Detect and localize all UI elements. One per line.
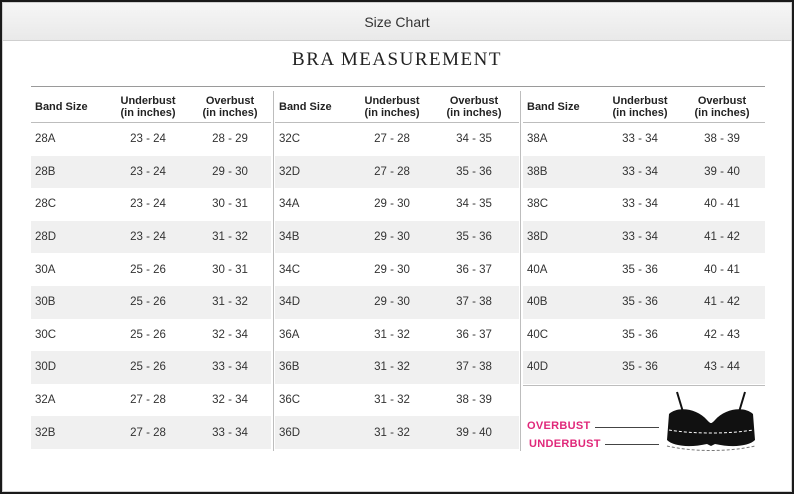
- overbust-header-line1: Overbust: [697, 94, 747, 107]
- table-row: [275, 416, 519, 449]
- underbust-cell: 35 - 36: [622, 361, 658, 374]
- overbust-cell: 35 - 36: [456, 165, 492, 178]
- band-size-cell: 34C: [279, 263, 301, 276]
- table-row: [275, 221, 519, 254]
- table-row: [523, 253, 765, 286]
- band-size-cell: 36C: [279, 394, 301, 407]
- overbust-label: OVERBUST: [527, 420, 591, 432]
- underbust-cell: 25 - 26: [130, 361, 166, 374]
- band-size-cell: 28C: [35, 198, 57, 211]
- overbust-cell: 43 - 44: [704, 361, 740, 374]
- overbust-header: [189, 95, 271, 119]
- overbust-cell: 37 - 38: [456, 361, 492, 374]
- window-title: Size Chart: [364, 13, 430, 30]
- table-row: [523, 319, 765, 352]
- overbust-leader-line: [595, 427, 659, 428]
- table-row: [523, 156, 765, 189]
- size-chart-window: [2, 2, 792, 492]
- band-size-cell: 40B: [527, 296, 548, 309]
- underbust-cell: 35 - 36: [622, 263, 658, 276]
- underbust-cell: 25 - 26: [130, 296, 166, 309]
- size-table-3: [523, 91, 765, 384]
- underbust-cell: 29 - 30: [374, 263, 410, 276]
- underbust-cell: 27 - 28: [374, 133, 410, 146]
- overbust-cell: 31 - 32: [212, 231, 248, 244]
- table-row: [275, 384, 519, 417]
- table-row: [31, 416, 271, 449]
- column-divider: [273, 91, 274, 451]
- underbust-cell: 33 - 34: [622, 165, 658, 178]
- table-row: [31, 156, 271, 189]
- underbust-header-line1: Underbust: [364, 94, 420, 107]
- band-size-cell: 32C: [279, 133, 301, 146]
- overbust-cell: 41 - 42: [704, 296, 740, 309]
- band-size-cell: 32D: [279, 165, 301, 178]
- underbust-cell: 23 - 24: [130, 165, 166, 178]
- table-header: [523, 91, 765, 123]
- underbust-cell: 27 - 28: [374, 165, 410, 178]
- underbust-cell: 29 - 30: [374, 296, 410, 309]
- table-row: [523, 123, 765, 156]
- chart-heading: BRA MEASUREMENT: [292, 49, 502, 70]
- band-size-cell: 28D: [35, 231, 57, 244]
- overbust-cell: 30 - 31: [212, 198, 248, 211]
- overbust-header-line2: (in inches): [694, 106, 750, 119]
- underbust-header-line2: (in inches): [364, 106, 420, 119]
- table-row: [275, 253, 519, 286]
- underbust-cell: 35 - 36: [622, 328, 658, 341]
- table-row: [31, 123, 271, 156]
- table-row: [31, 384, 271, 417]
- table-row: [31, 286, 271, 319]
- overbust-cell: 40 - 41: [704, 263, 740, 276]
- heading-divider: [31, 86, 765, 87]
- underbust-header-line2: (in inches): [612, 106, 668, 119]
- overbust-header-line1: Overbust: [449, 94, 499, 107]
- table-header: [31, 91, 271, 123]
- table-row: [31, 188, 271, 221]
- overbust-cell: 32 - 34: [212, 328, 248, 341]
- overbust-cell: 33 - 34: [212, 426, 248, 439]
- table-row: [31, 221, 271, 254]
- column-divider: [520, 91, 521, 451]
- underbust-cell: 33 - 34: [622, 133, 658, 146]
- table-row: [275, 188, 519, 221]
- measurement-figure: [523, 385, 765, 455]
- size-table-1: [31, 91, 271, 449]
- table-row: [275, 351, 519, 384]
- underbust-cell: 23 - 24: [130, 133, 166, 146]
- overbust-cell: 34 - 35: [456, 133, 492, 146]
- band-size-cell: 38D: [527, 231, 549, 244]
- underbust-cell: 25 - 26: [130, 328, 166, 341]
- underbust-cell: 31 - 32: [374, 426, 410, 439]
- band-size-cell: 28B: [35, 165, 56, 178]
- table-row: [31, 351, 271, 384]
- table-row: [275, 319, 519, 352]
- band-size-cell: 36A: [279, 328, 300, 341]
- overbust-cell: 34 - 35: [456, 198, 492, 211]
- overbust-header: [681, 95, 763, 119]
- table-row: [31, 253, 271, 286]
- band-size-header: Band Size: [279, 100, 332, 113]
- underbust-cell: 25 - 26: [130, 263, 166, 276]
- overbust-header-line1: Overbust: [205, 94, 255, 107]
- underbust-label: UNDERBUST: [529, 438, 601, 450]
- underbust-cell: 29 - 30: [374, 198, 410, 211]
- band-size-cell: 30A: [35, 263, 56, 276]
- overbust-cell: 31 - 32: [212, 296, 248, 309]
- overbust-header-line2: (in inches): [446, 106, 502, 119]
- table-header: [275, 91, 519, 123]
- overbust-cell: 35 - 36: [456, 231, 492, 244]
- overbust-cell: 30 - 31: [212, 263, 248, 276]
- table-row: [275, 286, 519, 319]
- table-row: [523, 188, 765, 221]
- table-row: [523, 351, 765, 384]
- underbust-cell: 31 - 32: [374, 394, 410, 407]
- underbust-cell: 31 - 32: [374, 361, 410, 374]
- overbust-cell: 38 - 39: [704, 133, 740, 146]
- underbust-header-line1: Underbust: [120, 94, 176, 107]
- overbust-cell: 29 - 30: [212, 165, 248, 178]
- overbust-cell: 39 - 40: [704, 165, 740, 178]
- underbust-header: [107, 95, 189, 119]
- band-size-cell: 32B: [35, 426, 56, 439]
- underbust-cell: 23 - 24: [130, 198, 166, 211]
- table-row: [275, 123, 519, 156]
- underbust-cell: 27 - 28: [130, 426, 166, 439]
- underbust-cell: 27 - 28: [130, 394, 166, 407]
- band-size-header: Band Size: [527, 100, 580, 113]
- overbust-cell: 42 - 43: [704, 328, 740, 341]
- overbust-header-line2: (in inches): [202, 106, 258, 119]
- overbust-cell: 33 - 34: [212, 361, 248, 374]
- band-size-cell: 30D: [35, 361, 57, 374]
- underbust-leader-line: [605, 444, 659, 445]
- band-size-cell: 40D: [527, 361, 549, 374]
- underbust-cell: 33 - 34: [622, 198, 658, 211]
- band-size-header: Band Size: [35, 100, 88, 113]
- bra-diagram-icon: [663, 390, 759, 454]
- overbust-cell: 36 - 37: [456, 263, 492, 276]
- underbust-header-line2: (in inches): [120, 106, 176, 119]
- overbust-cell: 40 - 41: [704, 198, 740, 211]
- underbust-header: [351, 95, 433, 119]
- band-size-cell: 40C: [527, 328, 549, 341]
- overbust-cell: 36 - 37: [456, 328, 492, 341]
- overbust-cell: 37 - 38: [456, 296, 492, 309]
- overbust-cell: 28 - 29: [212, 133, 248, 146]
- window-titlebar: [3, 3, 791, 41]
- overbust-cell: 39 - 40: [456, 426, 492, 439]
- band-size-cell: 36B: [279, 361, 300, 374]
- overbust-cell: 41 - 42: [704, 231, 740, 244]
- size-table-2: [275, 91, 519, 449]
- underbust-header-line1: Underbust: [612, 94, 668, 107]
- table-row: [523, 286, 765, 319]
- overbust-cell: 32 - 34: [212, 394, 248, 407]
- underbust-header: [599, 95, 681, 119]
- band-size-cell: 30B: [35, 296, 56, 309]
- underbust-cell: 33 - 34: [622, 231, 658, 244]
- band-size-cell: 28A: [35, 133, 56, 146]
- table-row: [31, 319, 271, 352]
- table-row: [275, 156, 519, 189]
- band-size-cell: 38C: [527, 198, 549, 211]
- overbust-header: [433, 95, 515, 119]
- band-size-cell: 38A: [527, 133, 548, 146]
- band-size-cell: 36D: [279, 426, 301, 439]
- underbust-cell: 35 - 36: [622, 296, 658, 309]
- band-size-cell: 40A: [527, 263, 548, 276]
- underbust-cell: 31 - 32: [374, 328, 410, 341]
- band-size-cell: 34D: [279, 296, 301, 309]
- underbust-cell: 29 - 30: [374, 231, 410, 244]
- underbust-cell: 23 - 24: [130, 231, 166, 244]
- table-row: [523, 221, 765, 254]
- band-size-cell: 38B: [527, 165, 548, 178]
- band-size-cell: 30C: [35, 328, 57, 341]
- band-size-cell: 32A: [35, 394, 56, 407]
- overbust-cell: 38 - 39: [456, 394, 492, 407]
- band-size-cell: 34A: [279, 198, 300, 211]
- band-size-cell: 34B: [279, 231, 300, 244]
